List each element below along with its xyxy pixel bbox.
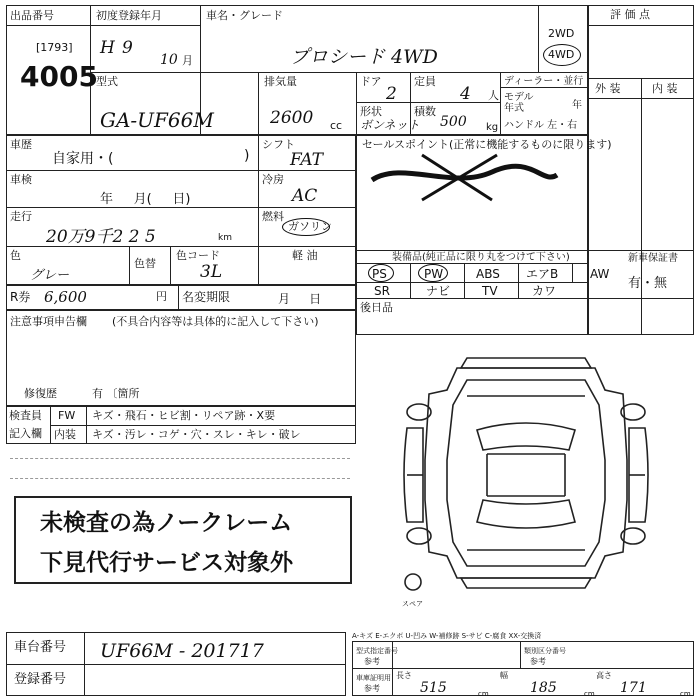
- equip-abs: ABS: [476, 267, 500, 281]
- doors-value: 2: [386, 84, 397, 104]
- load-label: 積数: [414, 105, 436, 118]
- color-value: グレー: [30, 268, 70, 283]
- model-spec-label: 型式指定番号: [356, 647, 398, 655]
- recycle-label: R券: [10, 290, 31, 304]
- later-docs-label: 後日品: [360, 301, 393, 314]
- fuel-light: 軽 油: [292, 249, 318, 262]
- fw-value: キズ・飛石・ヒビ割・リペア跡・X要: [92, 409, 276, 422]
- displacement-label: 排気量: [264, 75, 297, 88]
- entry-label: 記入欄: [9, 427, 42, 440]
- displacement-value: 2600: [270, 108, 314, 128]
- chassis-label: 車台番号: [14, 640, 67, 655]
- class-label: 類別区分番号: [524, 647, 566, 655]
- first-reg-month: 10: [160, 52, 178, 68]
- first-reg-label: 初度登録年月: [96, 9, 162, 22]
- first-reg-era: H: [100, 38, 115, 58]
- equip-pw: PW: [424, 267, 444, 281]
- drive-2wd: 2WD: [548, 27, 575, 40]
- mileage-value: 20万9千2 2 5: [46, 227, 156, 247]
- body-value: ボンネット: [360, 118, 420, 132]
- equip-leather: カワ: [532, 284, 557, 298]
- dealer-label: ディーラー・並行: [504, 76, 584, 87]
- cert-ref: 参考: [364, 684, 380, 693]
- lot-number-label: 出品番号: [10, 9, 54, 22]
- repair-label: 修復歴: [24, 387, 57, 400]
- equip-ps: PS: [372, 267, 387, 281]
- lot-number: 4005: [20, 60, 98, 93]
- mileage-label: 走行: [10, 210, 32, 223]
- name-change-value: 月 日: [278, 292, 322, 306]
- legend: A-キズ E-エクボ U-凹み W-補修跡 S-サビ C-腐食 XX-交換済: [352, 632, 542, 640]
- notes-label: 注意事項申告欄: [10, 315, 87, 328]
- width-value: 185: [530, 680, 557, 696]
- capacity-label: 定員: [414, 75, 436, 88]
- sales-scribble: [362, 150, 562, 205]
- height-label: 高さ: [596, 671, 612, 680]
- reg-label: 登録番号: [14, 672, 67, 687]
- first-reg-year: 9: [122, 38, 133, 58]
- model-label: 型式: [96, 75, 118, 88]
- width-unit: cm: [584, 690, 595, 698]
- handle-label: ハンドル 左・右: [504, 120, 578, 131]
- history-close: ): [244, 148, 250, 164]
- color-label: 色: [10, 249, 21, 262]
- equip-sr: SR: [374, 284, 390, 298]
- equip-label: 装備品(純正品に限り丸をつけて下さい): [392, 252, 570, 263]
- ac-value: AC: [292, 186, 318, 206]
- length-value: 515: [420, 680, 447, 696]
- warranty-value: 有・無: [628, 276, 668, 291]
- ac-label: 冷房: [262, 173, 284, 186]
- length-unit: cm: [478, 690, 489, 698]
- warranty-label: 新車保証書: [628, 253, 678, 264]
- length-label: 長さ: [396, 671, 412, 680]
- color-code: 3L: [200, 262, 223, 282]
- height-value: 171: [620, 680, 647, 696]
- model-year-sub: 年式: [504, 103, 524, 114]
- banner-line1: 未検査の為ノークレーム: [40, 510, 293, 536]
- fw-label: FW: [58, 409, 76, 422]
- doors-label: ドア: [360, 75, 382, 88]
- interior-row-label: 内装: [54, 428, 76, 441]
- history-value: 自家用・(: [52, 151, 114, 167]
- spare-label: スペア: [402, 600, 423, 608]
- drive-4wd: 4WD: [548, 48, 575, 61]
- model-value: GA-UF66M: [100, 108, 214, 132]
- model-year-label: モデル: [504, 92, 534, 103]
- exterior-label: 外 装: [595, 82, 621, 95]
- equip-navi: ナビ: [426, 284, 451, 298]
- chassis-value: UF66M - 201717: [100, 640, 264, 662]
- fuel-label: 燃料: [262, 210, 284, 223]
- banner-line2: 下見代行サービス対象外: [40, 550, 293, 576]
- color-swap-label: 色替: [134, 257, 156, 270]
- shift-label: シフト: [262, 138, 295, 151]
- recycle-value: 6,600: [44, 288, 87, 306]
- capacity-unit: 人: [488, 89, 499, 102]
- equip-aw: AW: [590, 267, 610, 281]
- model-spec-ref: 参考: [364, 657, 380, 666]
- interior-row-value: キズ・汚レ・コゲ・穴・スレ・キレ・破レ: [92, 428, 301, 441]
- yen-unit: 円: [156, 290, 167, 303]
- rating-label: 評 価 点: [610, 8, 650, 21]
- car-name: プロシード 4WD: [290, 46, 438, 68]
- lot-bracket: [1793]: [36, 41, 73, 54]
- interior-label: 内 装: [652, 82, 678, 95]
- cert-label: 車庫証明用: [356, 674, 391, 682]
- inspector-label: 検査員: [9, 409, 42, 422]
- year-unit: 年: [572, 100, 582, 111]
- color-code-label: 色コード: [176, 249, 220, 262]
- name-change-label: 名変期限: [182, 290, 231, 304]
- month-unit: 月: [182, 54, 193, 67]
- equip-airbag: エアB: [526, 267, 559, 281]
- car-diagram: [395, 350, 657, 595]
- sales-label: セールスポイント(正常に機能するものに限ります): [362, 138, 612, 151]
- inspection-value: 年 月( 日): [100, 192, 191, 207]
- equip-tv: TV: [482, 284, 498, 298]
- cc-unit: cc: [330, 119, 343, 132]
- repair-value: 有 〔箇所: [92, 387, 140, 400]
- notes-hint: (不具合内容等は具体的に記入して下さい): [112, 315, 319, 328]
- shift-value: FAT: [290, 150, 324, 170]
- class-ref: 参考: [530, 657, 546, 666]
- width-label: 幅: [500, 671, 508, 680]
- body-label: 形状: [360, 105, 382, 118]
- capacity-value: 4: [460, 84, 471, 104]
- history-label: 車歴: [10, 138, 32, 151]
- kg-unit: kg: [486, 122, 499, 133]
- fuel-gas: ガソリン: [288, 220, 332, 233]
- inspection-label: 車検: [10, 173, 32, 186]
- car-name-label: 車名・グレード: [206, 9, 283, 22]
- km-unit: km: [218, 233, 232, 243]
- load-value: 500: [440, 114, 467, 130]
- height-unit: cm: [680, 690, 691, 698]
